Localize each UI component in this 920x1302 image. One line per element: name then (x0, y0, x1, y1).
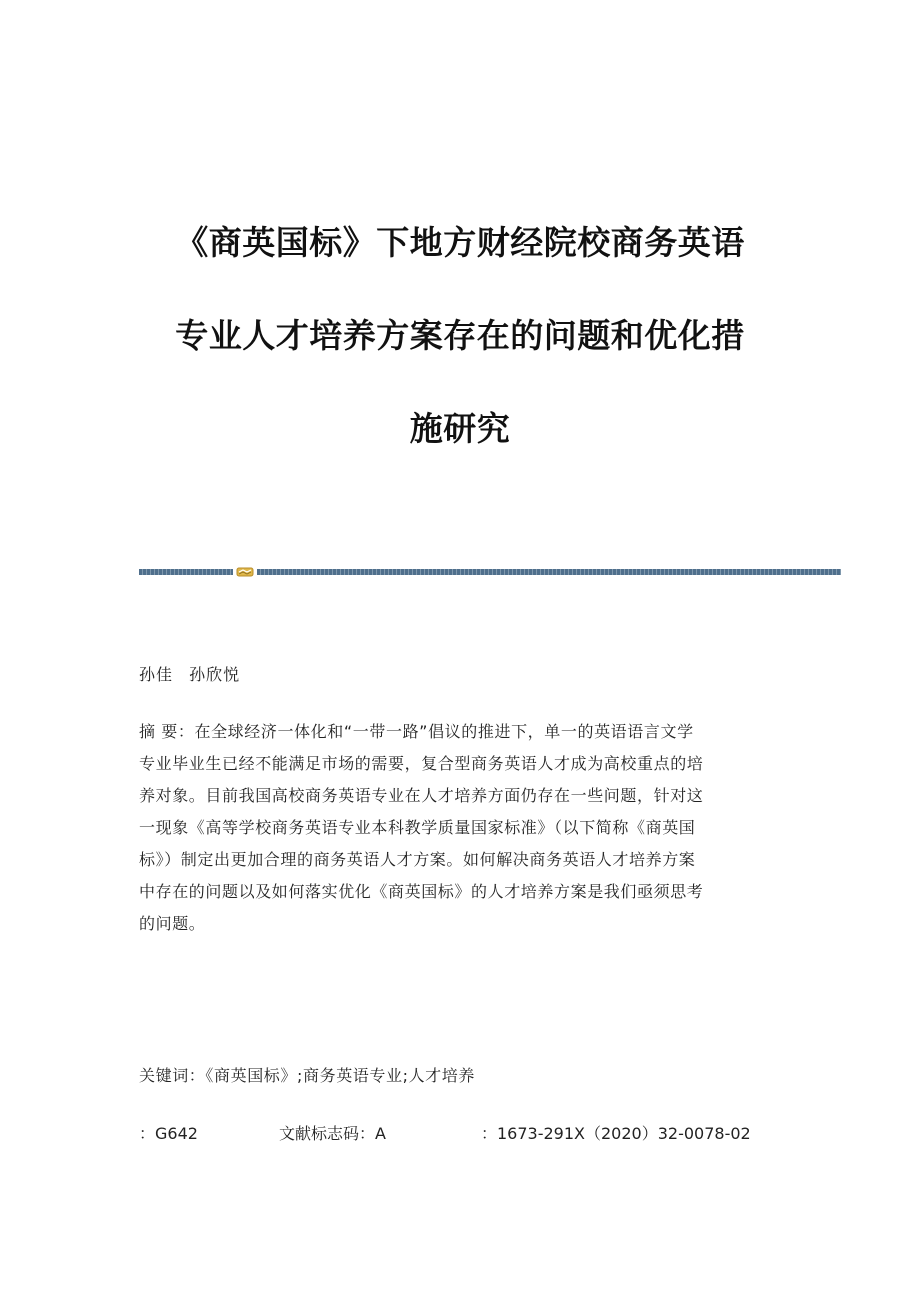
author-list (139, 662, 250, 688)
paper-title (120, 196, 800, 475)
abstract-line: 养对象。目前我国高校商务英语专业在人才培养方面仍存在一些问题，针对这 (139, 786, 704, 805)
abstract-line: 标》）制定出更加合理的商务英语人才方案。如何解决商务英语人才培养方案 (139, 850, 696, 869)
article-id: ：1673-291X（2020）32-0078-02 (481, 1124, 751, 1143)
title-line-2: 专业人才培养方案存在的问题和优化措 (175, 316, 745, 355)
abstract-line: 一现象《高等学校商务英语专业本科教学质量国家标准》（以下简称《商英国 (139, 818, 696, 837)
title-line-1: 《商英国标》下地方财经院校商务英语 (175, 223, 745, 262)
title-line-3: 施研究 (409, 409, 511, 448)
abstract-line: 中存在的问题以及如何落实优化《商英国标》的人才培养方案是我们亟须思考 (139, 882, 704, 901)
divider-bar-right (257, 569, 841, 575)
divider-bar-left (139, 569, 233, 575)
abstract-line: 的问题。 (139, 914, 206, 933)
keywords: 关键词：《商英国标》;商务英语专业;人才培养 (139, 1066, 475, 1085)
abstract-line: 摘 要：在全球经济一体化和“一带一路”倡议的推进下，单一的英语语言文学 (139, 722, 694, 741)
clc-number: ：G642 (139, 1124, 198, 1143)
author-name: 孙欣悦 (189, 665, 241, 684)
title-divider (139, 566, 841, 578)
divider-ornament-icon (236, 566, 254, 578)
abstract-line: 专业毕业生已经不能满足市场的需要，复合型商务英语人才成为高校重点的培 (139, 754, 704, 773)
classification-meta (139, 1120, 781, 1148)
document-code: 文献标志码：A (279, 1124, 386, 1143)
author-name: 孙佳 (139, 665, 174, 684)
abstract (139, 716, 781, 940)
